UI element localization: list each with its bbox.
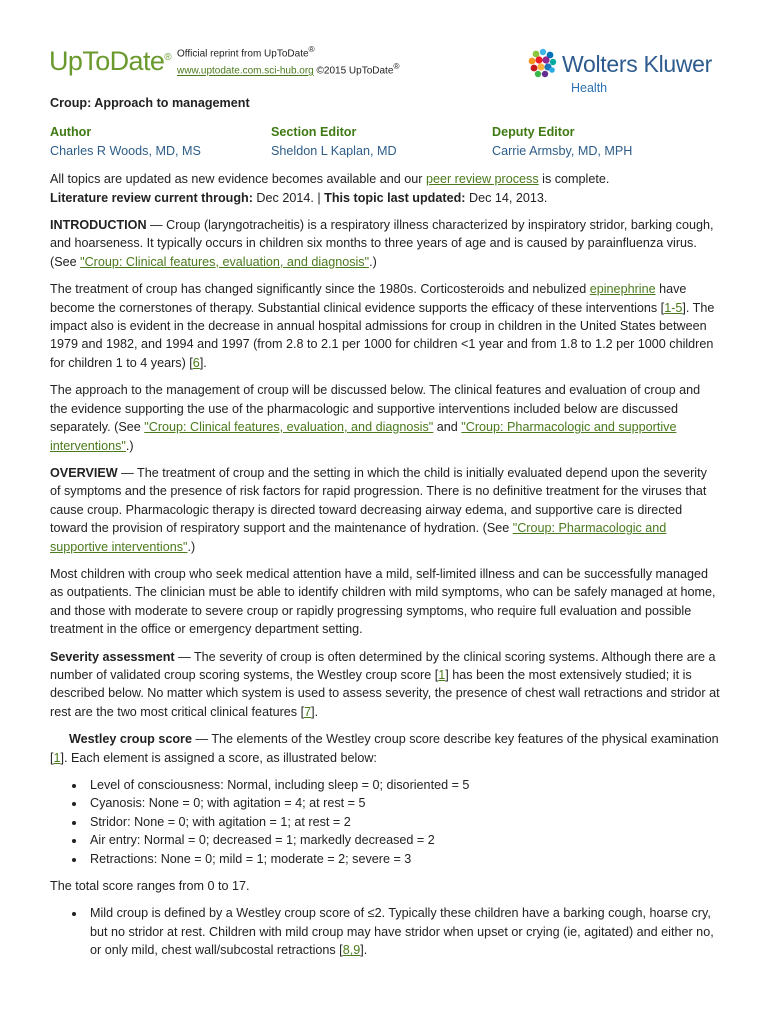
severity-text-end: ]. [311, 704, 319, 719]
update-text-end: is complete. [538, 172, 610, 187]
epinephrine-link[interactable]: epinephrine [589, 282, 656, 297]
reference-link[interactable]: 6 [192, 355, 200, 370]
most-children-paragraph: Most children with croup who seek medical attention have a mild, self-limited illness and can be successfully managed as outpatients. The clinician must be able to identify children with mild symptoms, who can be safely managed at home, and those with moderate to severe croup or rapidly progressing symptoms, who require full evaluation and possible treatment in the office or emergency department setting. [50, 566, 716, 637]
deputy-editor-column [492, 123, 713, 160]
reprint-url-link[interactable]: www.uptodate.com.sci-hub.org [177, 65, 314, 77]
lit-review-label: Literature review current through: [50, 190, 253, 205]
reprint-notice [177, 43, 400, 78]
reprint-line: Official reprint from UpToDate [177, 48, 309, 60]
severity-levels-list [50, 904, 720, 959]
overview-text-end: .) [187, 539, 196, 554]
section-editor-name: Sheldon L Kaplan, MD [271, 143, 397, 158]
westley-paragraph [50, 730, 720, 767]
reference-link[interactable]: 7 [304, 704, 312, 719]
lit-review-value: Dec 2014. | [252, 190, 325, 205]
severity-text: — The severity of croup is often determined by the clinical scoring systems. Although there are a number of validated croup scoring systems, the Westley croup score [ [50, 649, 716, 682]
reference-link[interactable]: 8,9 [342, 943, 361, 958]
westley-text: — The elements of the Westley croup score describe key features of the physical examination [ [50, 732, 719, 765]
author-column [50, 123, 271, 160]
westley-text-end: ]. Each element is assigned a score, as illustrated below: [60, 750, 377, 765]
overview-heading: OVERVIEW [50, 465, 118, 480]
approach-text: The approach to the management of croup will be discussed below. The clinical features and evaluation of croup and the evidence supporting the use of the pharmacologic and supportive interventions included below are discussed separately. (See [50, 383, 701, 435]
section-editor-role: Section Editor [271, 125, 357, 140]
peer-review-link[interactable]: peer review process [425, 172, 539, 187]
list-item [86, 904, 720, 959]
list-item: • Stridor: None = 0; with agitation = 1; at rest = 2 [86, 813, 720, 831]
overview-paragraph [50, 464, 720, 556]
introduction-paragraph [50, 216, 720, 271]
westley-score-list [50, 776, 720, 868]
copyright-text: ©2015 UpToDate [316, 65, 394, 77]
uptodate-logo[interactable] [49, 43, 171, 76]
author-name: Charles R Woods, MD, MS [50, 143, 201, 158]
reference-link[interactable]: 1 [53, 750, 61, 765]
treatment-text-2: have become the cornerstones of therapy. Substantial clinical evidence supports the efficacy of these interventions [ [50, 282, 687, 315]
treatment-text-3: ]. The impact also is evident in the decrease in annual hospital admissions for croup in children in the United States between 1979 and 1982, and 1994 and 1997 (from 2.8 to 2.1 per 1000 for children <1 year and from 1.8 to 1.2 per 1000 children for children 1 to 4 years) [ [50, 300, 715, 370]
westley-heading: Westley croup score [69, 732, 192, 747]
brand-name: UpToDate [49, 46, 165, 76]
intro-text: — Croup (laryngotracheitis) is a respiratory illness characterized by inspiratory stridor, barking cough, and hoarseness. It typically occurs in children six months to three years of age and is caused by parainfluenza virus. (See [50, 218, 714, 269]
treatment-text: The treatment of croup has changed significantly since the 1980s. Corticosteroids and nebulized [50, 282, 590, 297]
severity-paragraph [50, 648, 720, 722]
reference-link[interactable]: 1-5 [664, 300, 683, 315]
introduction-heading: INTRODUCTION [50, 218, 147, 233]
list-item: • Air entry: Normal = 0; decreased = 1; markedly decreased = 2 [86, 831, 720, 849]
deputy-editor-role: Deputy Editor [492, 125, 575, 140]
editors-row [50, 123, 720, 160]
pharmacologic-interventions-link[interactable]: "Croup: Pharmacologic and supportive interventions" [50, 521, 667, 554]
reprint-mark: ® [308, 44, 315, 54]
intro-text-end: .) [369, 254, 377, 269]
publisher-name: Wolters Kluwer [562, 51, 713, 77]
copyright-mark: ® [393, 61, 400, 72]
reference-link[interactable]: 1 [438, 667, 446, 682]
update-notice [50, 170, 720, 207]
last-updated-value: Dec 14, 2013. [465, 190, 548, 205]
clinical-features-link[interactable]: "Croup: Clinical features, evaluation, and diagnosis" [144, 420, 434, 435]
mild-croup-text: Mild croup is defined by a Westley croup score of ≤2. Typically these children have a barking cough, hoarse cry, but no stridor at rest. Children with mild croup may have stridor when upset or crying (ie, agitated) and either no, or only mild, chest wall/subcostal retractions [ [90, 906, 714, 958]
last-updated-label: This topic last updated: [324, 190, 466, 205]
article-title: Croup: Approach to management [50, 96, 250, 110]
author-role: Author [50, 125, 92, 140]
section-editor-column [271, 123, 492, 160]
treatment-text-end: ]. [199, 355, 207, 370]
deputy-editor-name: Carrie Armsby, MD, MPH [492, 143, 633, 158]
approach-text-2: and [433, 420, 462, 435]
overview-text: — The treatment of croup and the setting in which the child is initially evaluated depend upon the severity of symptoms and the presence of risk factors for rapid progression. There is no definitive treatment for the viruses that cause croup. Pharmacologic therapy is directed toward decreasing airway edema, and supportive care is directed toward the provision of respiratory support and the maintenance of hydration. (See [50, 465, 707, 536]
mild-croup-text-end: ]. [360, 943, 368, 958]
treatment-paragraph [50, 280, 720, 372]
severity-text-2: ] has been the most extensively studied; it is described below. No matter which system is used to assess severity, the presence of chest wall retractions and stridor at rest are the two most critical clinical features [ [50, 667, 720, 719]
list-item: • Retractions: None = 0; mild = 1; moderate = 2; severe = 3 [86, 850, 720, 868]
approach-text-end: .) [125, 438, 134, 453]
severity-heading: Severity assessment [50, 649, 175, 664]
total-score-paragraph: The total score ranges from 0 to 17. [50, 879, 250, 894]
list-item: • Cyanosis: None = 0; with agitation = 4; at rest = 5 [86, 794, 720, 812]
brand-mark: ® [164, 52, 172, 63]
article-body [50, 94, 720, 969]
clinical-features-link[interactable]: "Croup: Clinical features, evaluation, and diagnosis" [80, 254, 370, 269]
wolters-kluwer-globe-icon [526, 47, 558, 79]
update-text: All topics are updated as new evidence becomes available and our [50, 172, 426, 187]
publisher-sub: Health [571, 81, 608, 95]
list-item: • Level of consciousness: Normal, including sleep = 0; disoriented = 5 [86, 776, 720, 794]
header [0, 0, 768, 100]
approach-paragraph [50, 381, 720, 455]
pharmacologic-interventions-link[interactable]: "Croup: Pharmacologic and supportive interventions" [50, 420, 677, 453]
